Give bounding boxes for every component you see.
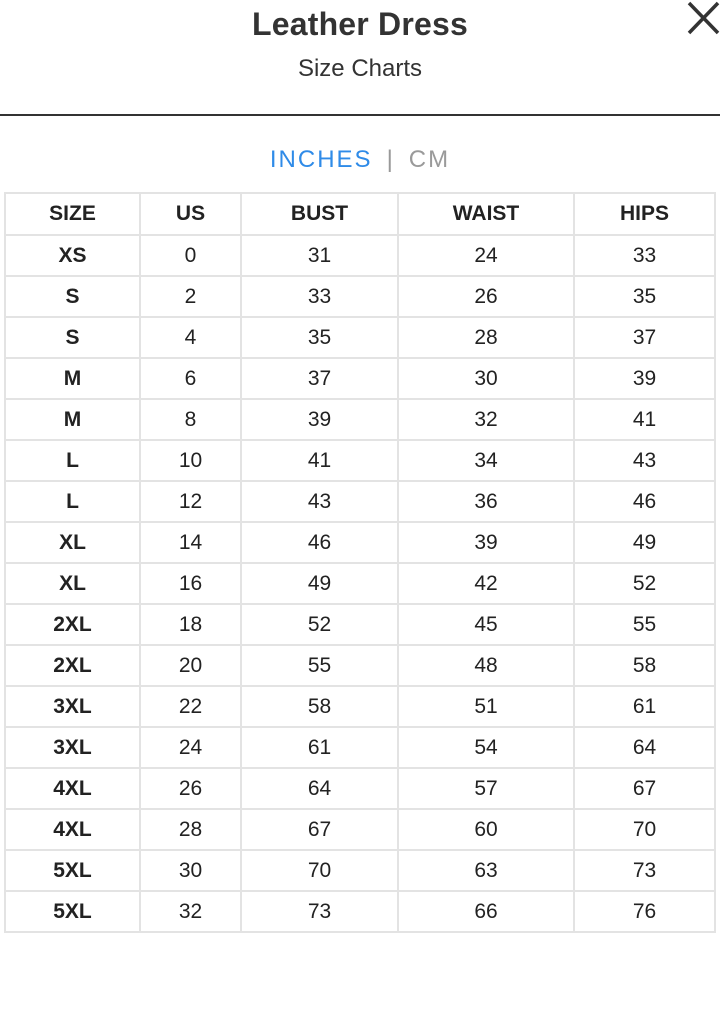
size-chart-table	[4, 192, 716, 933]
waist-cell: 51	[398, 686, 574, 727]
hips-cell: 39	[574, 358, 715, 399]
hips-cell: 35	[574, 276, 715, 317]
table-row	[5, 522, 715, 563]
us-cell: 2	[140, 276, 241, 317]
size-cell: L	[5, 481, 140, 522]
table-row	[5, 768, 715, 809]
us-cell: 14	[140, 522, 241, 563]
bust-cell: 35	[241, 317, 398, 358]
table-row	[5, 276, 715, 317]
bust-cell: 67	[241, 809, 398, 850]
hips-cell: 43	[574, 440, 715, 481]
hips-cell: 46	[574, 481, 715, 522]
unit-cm-tab[interactable]: CM	[408, 146, 451, 173]
us-cell: 12	[140, 481, 241, 522]
table-row	[5, 563, 715, 604]
waist-cell: 57	[398, 768, 574, 809]
column-header-us: US	[140, 193, 241, 235]
waist-cell: 39	[398, 522, 574, 563]
us-cell: 6	[140, 358, 241, 399]
hips-cell: 58	[574, 645, 715, 686]
column-header-hips: HIPS	[574, 193, 715, 235]
hips-cell: 73	[574, 850, 715, 891]
table-row	[5, 686, 715, 727]
size-cell: M	[5, 358, 140, 399]
table-row	[5, 358, 715, 399]
bust-cell: 43	[241, 481, 398, 522]
bust-cell: 33	[241, 276, 398, 317]
waist-cell: 42	[398, 563, 574, 604]
hips-cell: 70	[574, 809, 715, 850]
bust-cell: 39	[241, 399, 398, 440]
us-cell: 4	[140, 317, 241, 358]
us-cell: 30	[140, 850, 241, 891]
us-cell: 8	[140, 399, 241, 440]
bust-cell: 49	[241, 563, 398, 604]
hips-cell: 55	[574, 604, 715, 645]
bust-cell: 70	[241, 850, 398, 891]
hips-cell: 33	[574, 235, 715, 276]
table-row	[5, 891, 715, 932]
size-cell: S	[5, 317, 140, 358]
us-cell: 10	[140, 440, 241, 481]
close-icon	[686, 0, 720, 36]
bust-cell: 31	[241, 235, 398, 276]
size-cell: 5XL	[5, 850, 140, 891]
table-row	[5, 317, 715, 358]
close-button[interactable]	[686, 0, 720, 36]
table-row	[5, 399, 715, 440]
size-cell: XL	[5, 563, 140, 604]
table-row	[5, 440, 715, 481]
us-cell: 24	[140, 727, 241, 768]
waist-cell: 54	[398, 727, 574, 768]
bust-cell: 52	[241, 604, 398, 645]
table-row	[5, 809, 715, 850]
table-row	[5, 645, 715, 686]
size-cell: 4XL	[5, 809, 140, 850]
waist-cell: 36	[398, 481, 574, 522]
size-cell: 5XL	[5, 891, 140, 932]
us-cell: 22	[140, 686, 241, 727]
table-row	[5, 850, 715, 891]
table-row	[5, 727, 715, 768]
hips-cell: 41	[574, 399, 715, 440]
hips-cell: 67	[574, 768, 715, 809]
waist-cell: 24	[398, 235, 574, 276]
size-cell: XL	[5, 522, 140, 563]
table-row	[5, 481, 715, 522]
table-row	[5, 604, 715, 645]
hips-cell: 76	[574, 891, 715, 932]
size-cell: 2XL	[5, 645, 140, 686]
waist-cell: 45	[398, 604, 574, 645]
modal-header	[0, 0, 720, 116]
column-header-bust: BUST	[241, 193, 398, 235]
size-cell: 2XL	[5, 604, 140, 645]
waist-cell: 60	[398, 809, 574, 850]
bust-cell: 64	[241, 768, 398, 809]
us-cell: 0	[140, 235, 241, 276]
bust-cell: 37	[241, 358, 398, 399]
us-cell: 18	[140, 604, 241, 645]
column-header-waist: WAIST	[398, 193, 574, 235]
page-subtitle: Size Charts	[297, 55, 423, 82]
us-cell: 16	[140, 563, 241, 604]
size-cell: 3XL	[5, 727, 140, 768]
bust-cell: 61	[241, 727, 398, 768]
unit-inches-tab[interactable]: INCHES	[269, 146, 373, 173]
size-cell: 3XL	[5, 686, 140, 727]
bust-cell: 55	[241, 645, 398, 686]
hips-cell: 37	[574, 317, 715, 358]
page-title: Leather Dress	[251, 6, 469, 42]
header-divider	[0, 114, 720, 116]
waist-cell: 28	[398, 317, 574, 358]
us-cell: 28	[140, 809, 241, 850]
size-cell: M	[5, 399, 140, 440]
bust-cell: 41	[241, 440, 398, 481]
size-cell: 4XL	[5, 768, 140, 809]
us-cell: 32	[140, 891, 241, 932]
waist-cell: 34	[398, 440, 574, 481]
column-header-size: SIZE	[5, 193, 140, 235]
waist-cell: 48	[398, 645, 574, 686]
waist-cell: 63	[398, 850, 574, 891]
unit-toggle	[0, 146, 720, 174]
bust-cell: 46	[241, 522, 398, 563]
table-row	[5, 235, 715, 276]
hips-cell: 52	[574, 563, 715, 604]
waist-cell: 30	[398, 358, 574, 399]
waist-cell: 26	[398, 276, 574, 317]
hips-cell: 61	[574, 686, 715, 727]
waist-cell: 66	[398, 891, 574, 932]
us-cell: 20	[140, 645, 241, 686]
hips-cell: 64	[574, 727, 715, 768]
bust-cell: 58	[241, 686, 398, 727]
unit-separator: |	[386, 146, 395, 173]
size-cell: L	[5, 440, 140, 481]
us-cell: 26	[140, 768, 241, 809]
size-cell: XS	[5, 235, 140, 276]
size-cell: S	[5, 276, 140, 317]
hips-cell: 49	[574, 522, 715, 563]
bust-cell: 73	[241, 891, 398, 932]
table-header-row	[5, 193, 715, 235]
waist-cell: 32	[398, 399, 574, 440]
